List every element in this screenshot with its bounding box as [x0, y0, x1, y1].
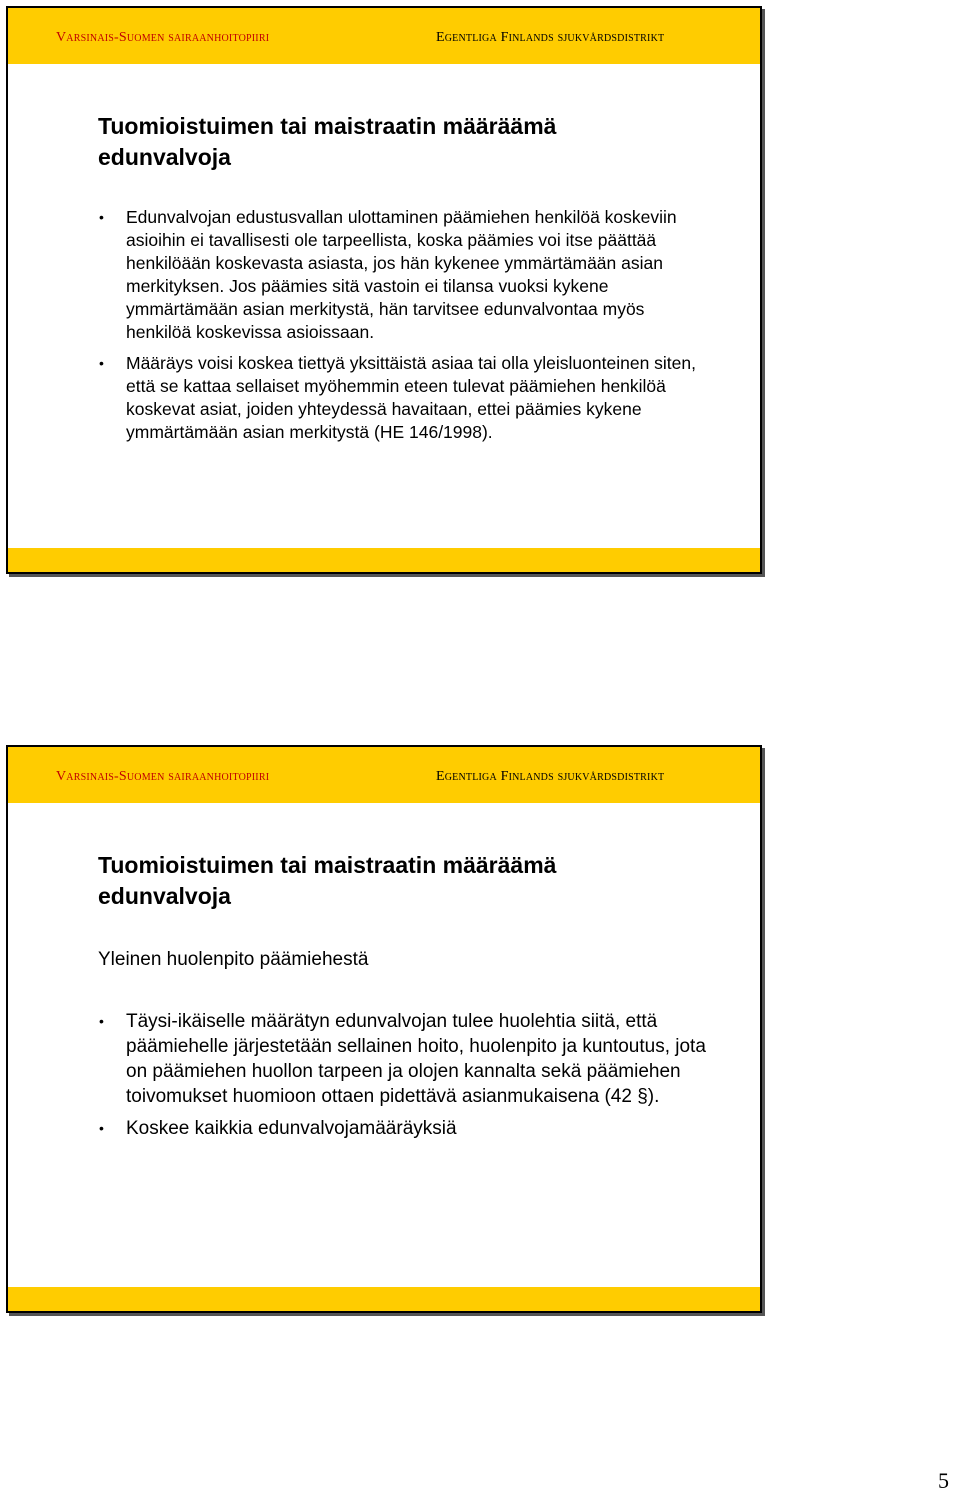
org-name-swedish: Egentliga Finlands sjukvårdsdistrikt [436, 769, 665, 784]
slide-title-line-2: edunvalvoja [98, 883, 231, 909]
bullet-item: • Määräys voisi koskea tiettyä yksittäistä asiaa tai olla yleisluonteinen siten, että se kattaa sellaiset myöhemmin eteen tulevat päämiehen henkilöä koskevat asiat, joiden yhteydessä havaitaan, ettei päämies kykene ymmärtämään asian merkitystä (HE 146/1998). [98, 352, 698, 444]
page-number: 5 [938, 1468, 949, 1493]
slide-title-line-1: Tuomioistuimen tai maistraatin määräämä [98, 852, 557, 878]
slide-title-line-1: Tuomioistuimen tai maistraatin määräämä [98, 113, 557, 139]
org-name-swedish: Egentliga Finlands sjukvårdsdistrikt [436, 30, 665, 45]
slide-header-banner [8, 747, 760, 803]
slide-1 [6, 6, 762, 574]
bullet-item: • Edunvalvojan edustusvallan ulottaminen päämiehen henkilöä koskeviin asioihin ei tavallisesti ole tarpeellista, koska päämies voi itse päättää henkilöään koskevasta asiasta, jos hän kykenee ymmärtämään asian merkityksen. Jos päämies sitä vastoin ei tilansa vuoksi kykene ymmärtämään asian merkitystä, hän tarvitsee edunvalvontaa myös henkilöä koskevissa asioissaan. [98, 206, 698, 344]
bullet-item: • Koskee kaikkia edunvalvojamääräyksiä [98, 1116, 718, 1141]
bullet-list [98, 1009, 718, 1148]
slide-title-line-2: edunvalvoja [98, 144, 231, 170]
bullet-list [98, 206, 698, 452]
slide-header-banner [8, 8, 760, 64]
slide-2 [6, 745, 762, 1313]
org-name-finnish: Varsinais-Suomen sairaanhoitopiiri [56, 769, 270, 784]
slide-subtitle: Yleinen huolenpito päämiehestä [98, 949, 369, 970]
slide-footer-bar [8, 548, 760, 572]
slide-title [98, 111, 556, 173]
slide-footer-bar [8, 1287, 760, 1311]
slide-title [98, 850, 556, 912]
bullet-item: • Täysi-ikäiselle määrätyn edunvalvojan tulee huolehtia siitä, että päämiehelle järjestetään sellainen hoito, huolenpito ja kuntoutus, jota on päämiehen huollon tarpeen ja olojen kannalta sekä päämiehen toivomukset huomioon ottaen pidettävä asianmukaisena (42 §). [98, 1009, 718, 1109]
org-name-finnish: Varsinais-Suomen sairaanhoitopiiri [56, 30, 270, 45]
